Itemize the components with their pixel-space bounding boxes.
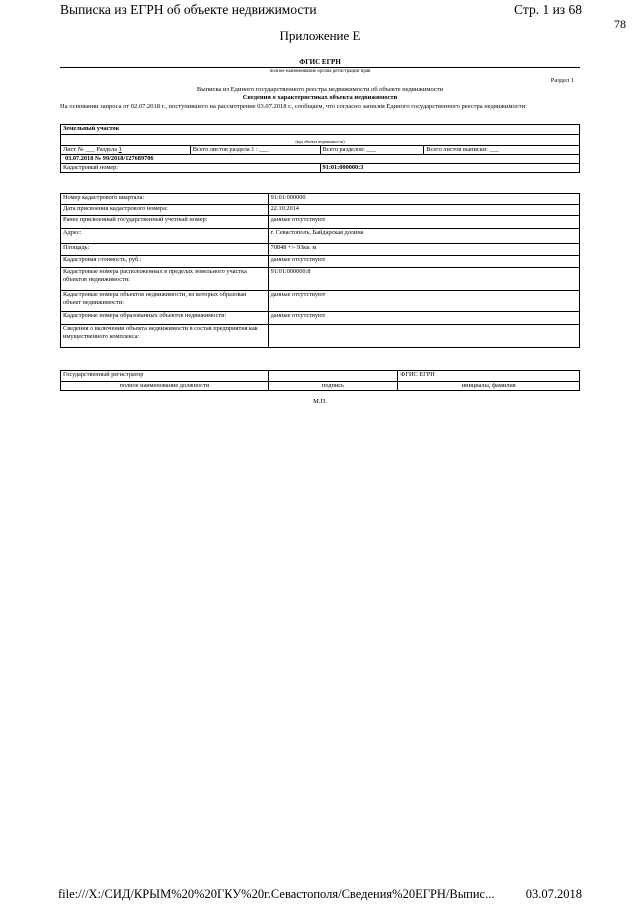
extract-subtitle: Сведения о характеристиках объекта недвижимости [242,94,398,101]
details-row [61,312,580,325]
object-type: Земельный участок [61,125,580,135]
details-label: Кадастровые номера расположенных в пределах земельного участка объектов недвижимости: [61,268,269,291]
caption-initials: инициалы, фамилия [398,382,580,391]
signature-field [268,371,398,382]
object-type-caption: (вид объекта недвижимости) [61,135,580,146]
details-row [61,205,580,216]
details-label: Кадастровые номера образованных объектов недвижимости: [61,312,269,325]
total-sections: Всего разделов: ___ [320,146,424,155]
header-title: Выписка из ЕГРН об объекте недвижимости [60,2,317,17]
details-row [61,325,580,348]
cadastral-value: 91:01:000000:3 [320,164,580,173]
details-row [61,216,580,229]
details-table [60,193,580,348]
object-header-table [60,124,580,173]
details-value: данные отсутствуют [268,312,579,325]
details-row [61,229,580,244]
details-value: данные отсутствуют [268,216,579,229]
details-label: Дата присвоения кадастрового номера: [61,205,269,216]
details-label: Ранее присвоенный государственный учетный номер: [61,216,269,229]
details-value: 70848 +/- 93кв. м [268,244,579,256]
sheet-section-value: 1 [118,146,122,153]
stamp-label: М.П. [313,398,327,405]
details-value: данные отсутствуют [268,291,579,312]
total-section-sheets: Всего листов раздела 1 : ___ [190,146,320,155]
total-extract-sheets: Всего листов выписки: ___ [424,146,580,155]
org-underline [60,67,580,68]
details-label: Сведения о включении объекта недвижимости в состав предприятия как имущественного комплекса: [61,325,269,348]
footer-date: 03.07.2018 [525,887,582,901]
extract-title: Выписка из Единого государственного реестра недвижимости об объекте недвижимости [196,86,444,93]
signature-position: Государственный регистратор [61,371,269,382]
details-row [61,244,580,256]
details-row [61,256,580,268]
cadastral-label: Кадастровый номер: [61,164,321,173]
details-value: данные отсутствуют [268,256,579,268]
header-page-info: Стр. 1 из 68 [514,2,582,17]
caption-signature: подпись [268,382,398,391]
org-caption: полное наименование органа регистрации прав [269,69,371,74]
details-value: 91:01:000000:8 [268,268,579,291]
details-label: Кадастровая стоимость, руб.: [61,256,269,268]
appendix-title: Приложение Е [279,28,361,43]
caption-position: полное наименование должности [61,382,269,391]
page-number: 78 [614,17,626,31]
details-value [268,325,579,348]
date-number: 03.07.2018 № 99/2018/127689706 [61,155,580,164]
org-name: ФГИС ЕГРН [299,58,341,66]
section-label: Раздел 1 [550,77,574,84]
details-label: Номер кадастрового квартала: [61,194,269,205]
details-label: Площадь: [61,244,269,256]
details-label: Кадастровые номера объектов недвижимости, из которых образован объект недвижимости: [61,291,269,312]
basis-text: На основании запроса от 02.07.2018 г., поступившего на рассмотрение 03.07.2018 г., сообщаем, что согласно записям Единого государственного реестра недвижимости: [60,103,527,110]
details-row [61,291,580,312]
sheet-number: Лист № ___ Раздела 1 [61,146,191,155]
signature-initials: ФГИС ЕГРН [398,371,580,382]
details-value: 91:01:000000 [268,194,579,205]
footer-path: file:///X:/СИД/КРЫМ%20%20ГКУ%20г.Севастополя/Сведения%20ЕГРН/Выпис... [58,887,495,901]
signature-table [60,370,580,391]
details-row [61,268,580,291]
details-value: г. Севастополь, Байдарская долина [268,229,579,244]
details-label: Адрес: [61,229,269,244]
details-row [61,194,580,205]
details-value: 22.10.2014 [268,205,579,216]
